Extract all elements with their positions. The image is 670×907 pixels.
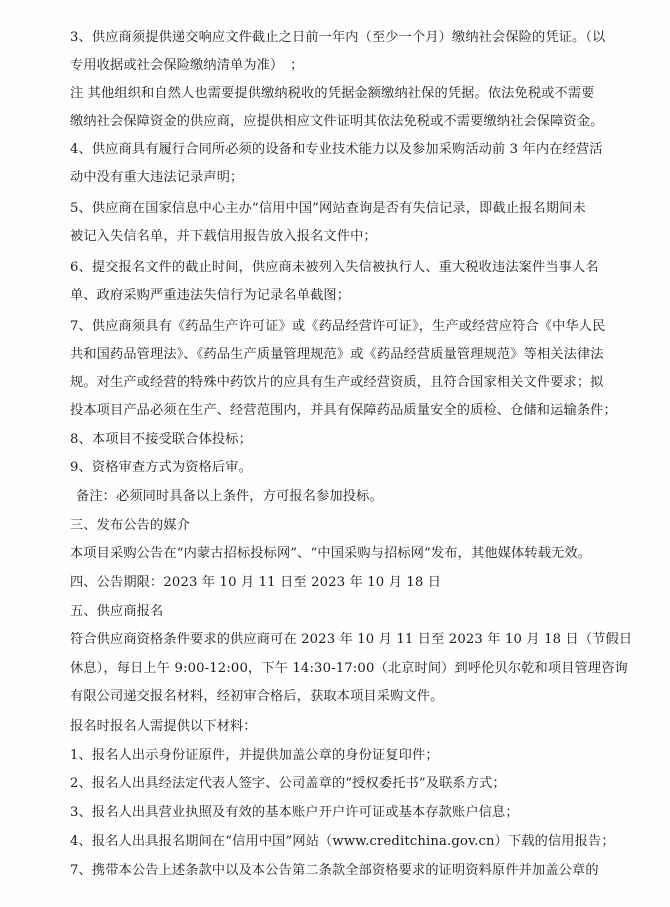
text-line: 缴纳社会保障资金的供应商，应提供相应文件证明其依法免税或不需要缴纳社会保障资金。 [70, 114, 604, 129]
text-line: 有限公司递交报名材料，经初审合格后，获取本项目采购文件。 [70, 689, 444, 704]
section-heading: 四、公告期限：2023 年 10 月 11 日至 2023 年 10 月 18 日 [70, 575, 442, 590]
text-line: 专用收据或社会保险缴纳清单为准） ； [70, 58, 304, 73]
text-line: 7、供应商须具有《药品生产许可证》或《药品经营许可证》，生产或经营应符合《中华人民 [70, 319, 606, 334]
text-line: 投本项目产品必须在生产、经营范围内，并具有保障药品质量安全的质检、仓储和运输条件； [70, 403, 617, 418]
text-line: 9、资格审查方式为资格后审。 [70, 460, 252, 475]
text-line: 5、供应商在国家信息中心主办“信用中国”网站查询是否有失信记录，即截止报名期间未 [70, 201, 586, 216]
text-line: 3、供应商须提供递交响应文件截止之日前一年内（至少一个月）缴纳社会保险的凭证。（以 [70, 30, 606, 45]
text-line: 注 其他组织和自然人也需要提供缴纳税收的凭据金额缴纳社保的凭据。依法免税或不需要 [70, 86, 595, 101]
list-item: 1、报名人出示身份证原件，并提供加盖公章的身份证复印件； [70, 748, 439, 763]
list-item: 7、携带本公告上述条款中以及本公告第二条款全部资格要求的证明资料原件并加盖公章的 [70, 863, 599, 878]
text-line: 规。对生产或经营的特殊中药饮片的应具有生产或经营资质，且符合国家相关文件要求；拟 [70, 375, 604, 390]
text-line: 被记入失信名单，并下载信用报告放入报名文件中； [70, 229, 377, 244]
text-line: 符合供应商资格条件要求的供应商可在 2023 年 10 月 11 日至 2023 年 10 月 18 日（节假日 [70, 632, 633, 647]
section-heading: 五、供应商报名 [70, 604, 164, 619]
text-line: 报名时报名人需提供以下材料： [70, 719, 257, 734]
text-line: 8、本项目不接受联合体投标； [70, 432, 252, 447]
text-line: 单、政府采购严重违法失信行为记录名单截图； [70, 288, 351, 303]
text-line: 动中没有重大违法记录声明； [70, 170, 244, 185]
section-heading: 三、发布公告的媒介 [70, 518, 191, 533]
text-line: 共和国药品管理法》、《药品生产质量管理规范》或《药品经营质量管理规范》等相关法律法 [70, 347, 604, 362]
text-line: 休息），每日上午 9:00-12:00，下午 14:30-17:00（北京时间）到呼伦贝尔乾和项目管理咨询 [70, 661, 628, 676]
text-line: 4、供应商具有履行合同所必须的设备和专业技术能力以及参加采购活动前 3 年内在经营活 [70, 142, 603, 157]
text-line: 6、提交报名文件的截止时间，供应商未被列入失信被执行人、重大税收违法案件当事人名 [70, 260, 599, 275]
list-item: 2、报名人出具经法定代表人签字、公司盖章的“授权委托书”及联系方式； [70, 776, 506, 791]
list-item: 3、报名人出具营业执照及有效的基本账户开户许可证或基本存款账户信息； [70, 805, 519, 820]
list-item: 4、报名人出具报名期间在“信用中国”网站（www.creditchina.gov.cn）下载的信用报告； [70, 834, 615, 849]
note-line: 备注：必须同时具备以上条件，方可报名参加投标。 [76, 489, 383, 504]
text-line: 本项目采购公告在“内蒙古招标投标网”、“中国采购与招标网”发布，其他媒体转载无效。 [70, 546, 592, 561]
